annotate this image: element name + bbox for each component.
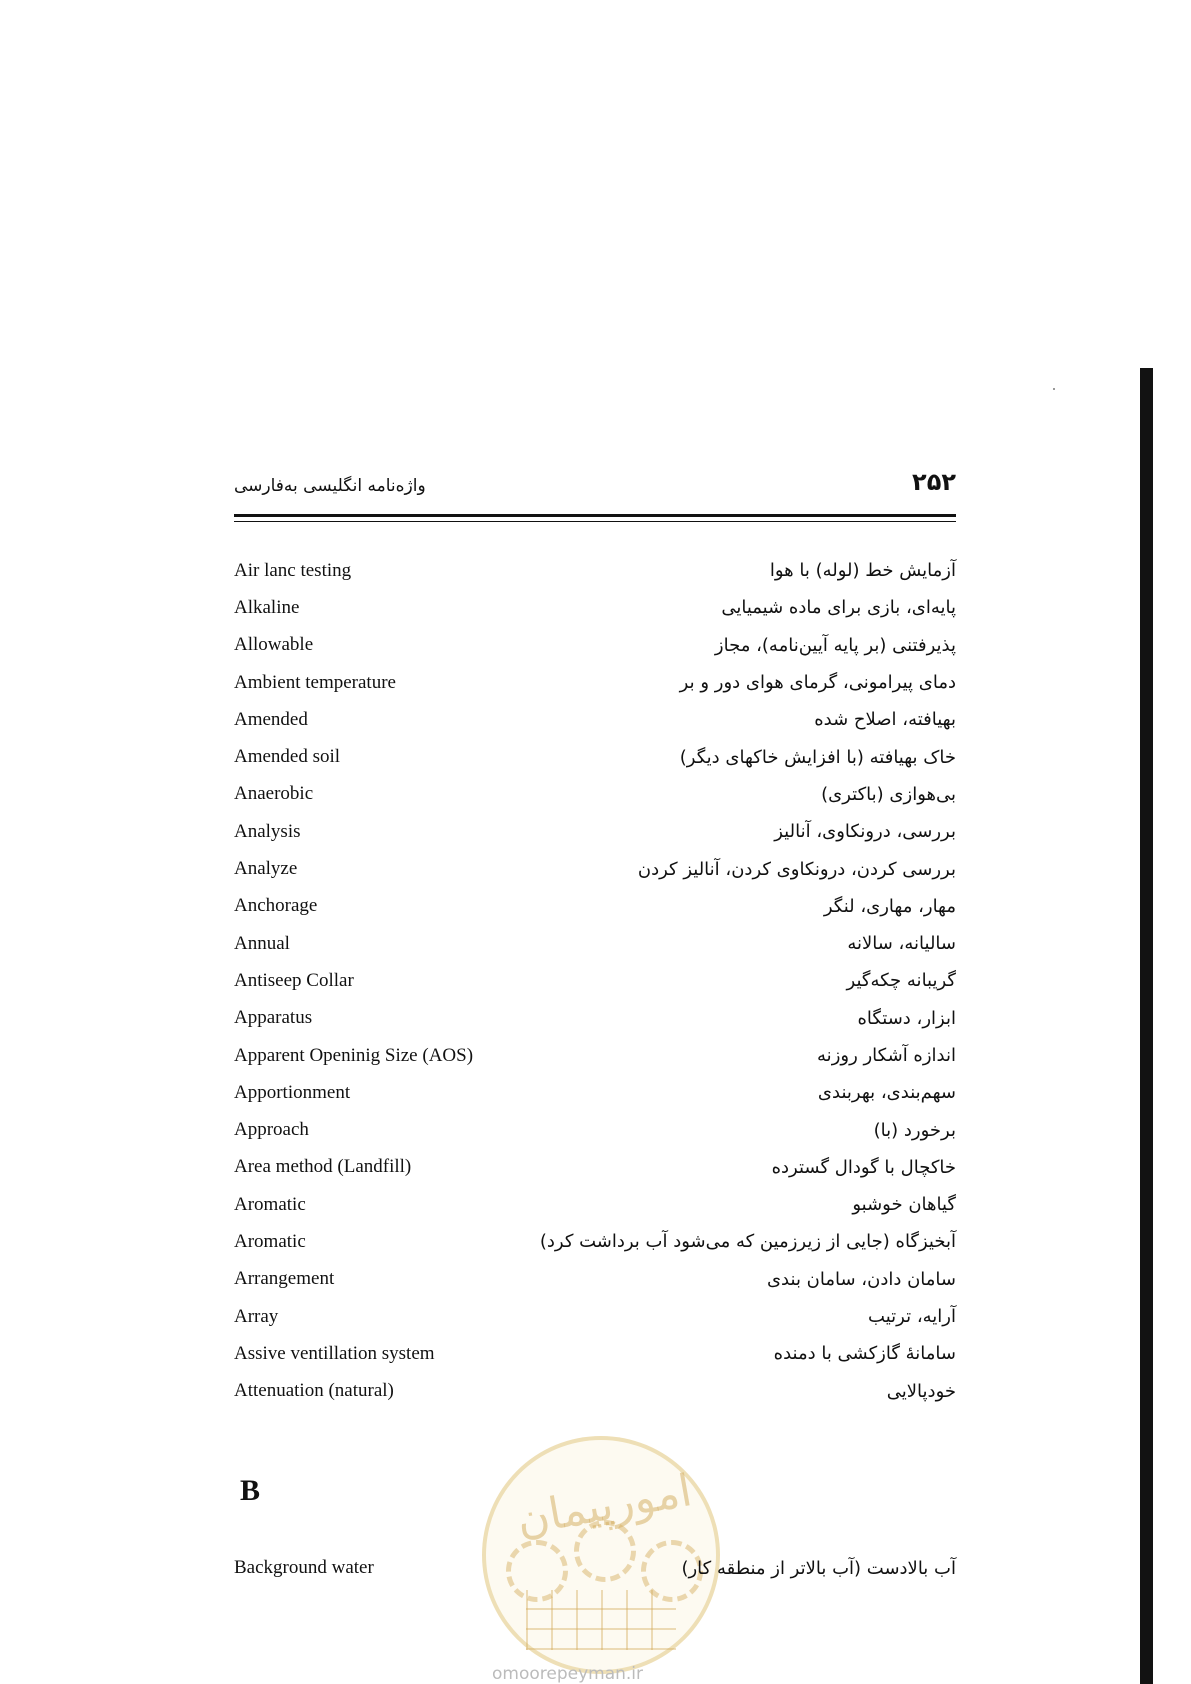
entry-term: Area method (Landfill) [234,1156,412,1178]
entry-term: Allowable [234,634,314,656]
entry-meaning: سهم‌بندی، بهربندی [817,1082,956,1104]
section-letter: B [240,1474,261,1507]
glossary-entry [234,776,956,813]
glossary-entry [234,552,956,589]
entry-meaning: خاکچال با گودال گسترده [771,1156,956,1178]
entry-meaning: بهیافته، اصلاح شده [814,709,956,731]
glossary-entry [234,1223,956,1260]
entry-meaning: بی‌هوازی (باکتری) [821,783,956,805]
entry-term: Arrangement [234,1268,335,1290]
entry-meaning: دمای پیرامونی، گرمای هوای دور و بر [679,672,956,694]
glossary-entry [234,888,956,925]
glossary-entry [234,1335,956,1372]
glossary-entry [234,962,956,999]
glossary-entry [234,1149,956,1186]
glossary-entry [234,1373,956,1410]
glossary-entry [234,1037,956,1074]
entry-term: Annual [234,932,290,954]
header-rule-thin [234,521,956,522]
entry-meaning: آزمایش خط (لوله) با هوا [769,560,956,582]
page-edge-bar [1140,368,1153,1684]
glossary-entry [234,627,956,664]
glossary-list [234,552,956,1410]
entry-term: Apparent Openinig Size (AOS) [234,1044,474,1066]
entry-meaning: برخورد (با) [873,1119,956,1141]
entry-term: Aromatic [234,1230,306,1252]
glossary-entry [234,1111,956,1148]
glossary-entry [234,925,956,962]
entry-meaning: آب بالادست (آب بالاتر از منطقه کار) [681,1557,956,1579]
glossary-entry [234,1186,956,1223]
running-title: واژه‌نامه انگلیسی به‌فارسی [234,476,426,496]
entry-term: Alkaline [234,596,300,618]
watermark-grid [526,1590,676,1650]
entry-term: Apportionment [234,1081,351,1103]
entry-term: Amended [234,708,308,730]
entry-meaning: آرایه، ترتیب [868,1306,956,1328]
entry-meaning: خاک بهیافته (با افزایش خاکهای دیگر) [679,746,956,768]
glossary-entry [234,1000,956,1037]
entry-term: Anaerobic [234,783,314,805]
entry-term: Air lanc testing [234,559,352,581]
entry-term: Antiseep Collar [234,969,354,991]
watermark-logo-text: امورپیمان [512,1465,696,1546]
entry-meaning: بررسی، درونکاوی، آنالیز [774,821,956,843]
entry-meaning: گیاهان خوشبو [852,1194,956,1216]
entry-term: Array [234,1305,279,1327]
scan-speck [1053,388,1055,390]
entry-meaning: آبخیزگاه (جایی از زیرزمین که می‌شود آب برداشت کرد) [539,1231,956,1253]
entry-meaning: پایه‌ای، بازی برای ماده شیمیایی [721,597,956,619]
entry-term: Assive ventillation system [234,1342,435,1364]
entry-meaning: سالیانه، سالانه [847,933,956,955]
entry-term: Attenuation (natural) [234,1380,394,1402]
glossary-entry [234,701,956,738]
glossary-entry-b [234,1550,956,1586]
entry-term: Analyze [234,858,298,880]
entry-meaning: خودپالایی [886,1380,956,1402]
glossary-entry [234,589,956,626]
entry-term: Ambient temperature [234,671,396,693]
entry-meaning: سامان دادن، سامان بندی [766,1268,956,1290]
entry-term: Amended soil [234,746,341,768]
glossary-entry [234,738,956,775]
entry-meaning: سامانهٔ گازکشی با دمنده [773,1343,956,1365]
entry-meaning: گریبانه چکه‌گیر [846,970,956,992]
glossary-entry [234,850,956,887]
glossary-entry [234,664,956,701]
header-rule-thick [234,514,956,517]
entry-meaning: پذیرفتنی (بر پایه آیین‌نامه)، مجاز [714,634,956,656]
entry-term: Analysis [234,820,301,842]
entry-term: Anchorage [234,895,318,917]
page-header [234,466,956,516]
entry-term: Apparatus [234,1007,313,1029]
glossary-entry [234,813,956,850]
glossary-entry [234,1074,956,1111]
glossary-entry [234,1261,956,1298]
entry-term: Aromatic [234,1193,306,1215]
entry-meaning: مهار، مهاری، لنگر [823,895,956,917]
glossary-entry [234,1298,956,1335]
page-number: ۲۵۲ [912,468,956,496]
entry-meaning: بررسی کردن، درونکاوی کردن، آنالیز کردن [637,858,956,880]
entry-term: Approach [234,1119,309,1141]
entry-meaning: ابزار، دستگاه [857,1007,956,1029]
watermark-url: omoorepeyman.ir [492,1664,644,1684]
entry-term: Background water [234,1557,374,1578]
entry-meaning: اندازه آشکار روزنه [817,1045,956,1066]
